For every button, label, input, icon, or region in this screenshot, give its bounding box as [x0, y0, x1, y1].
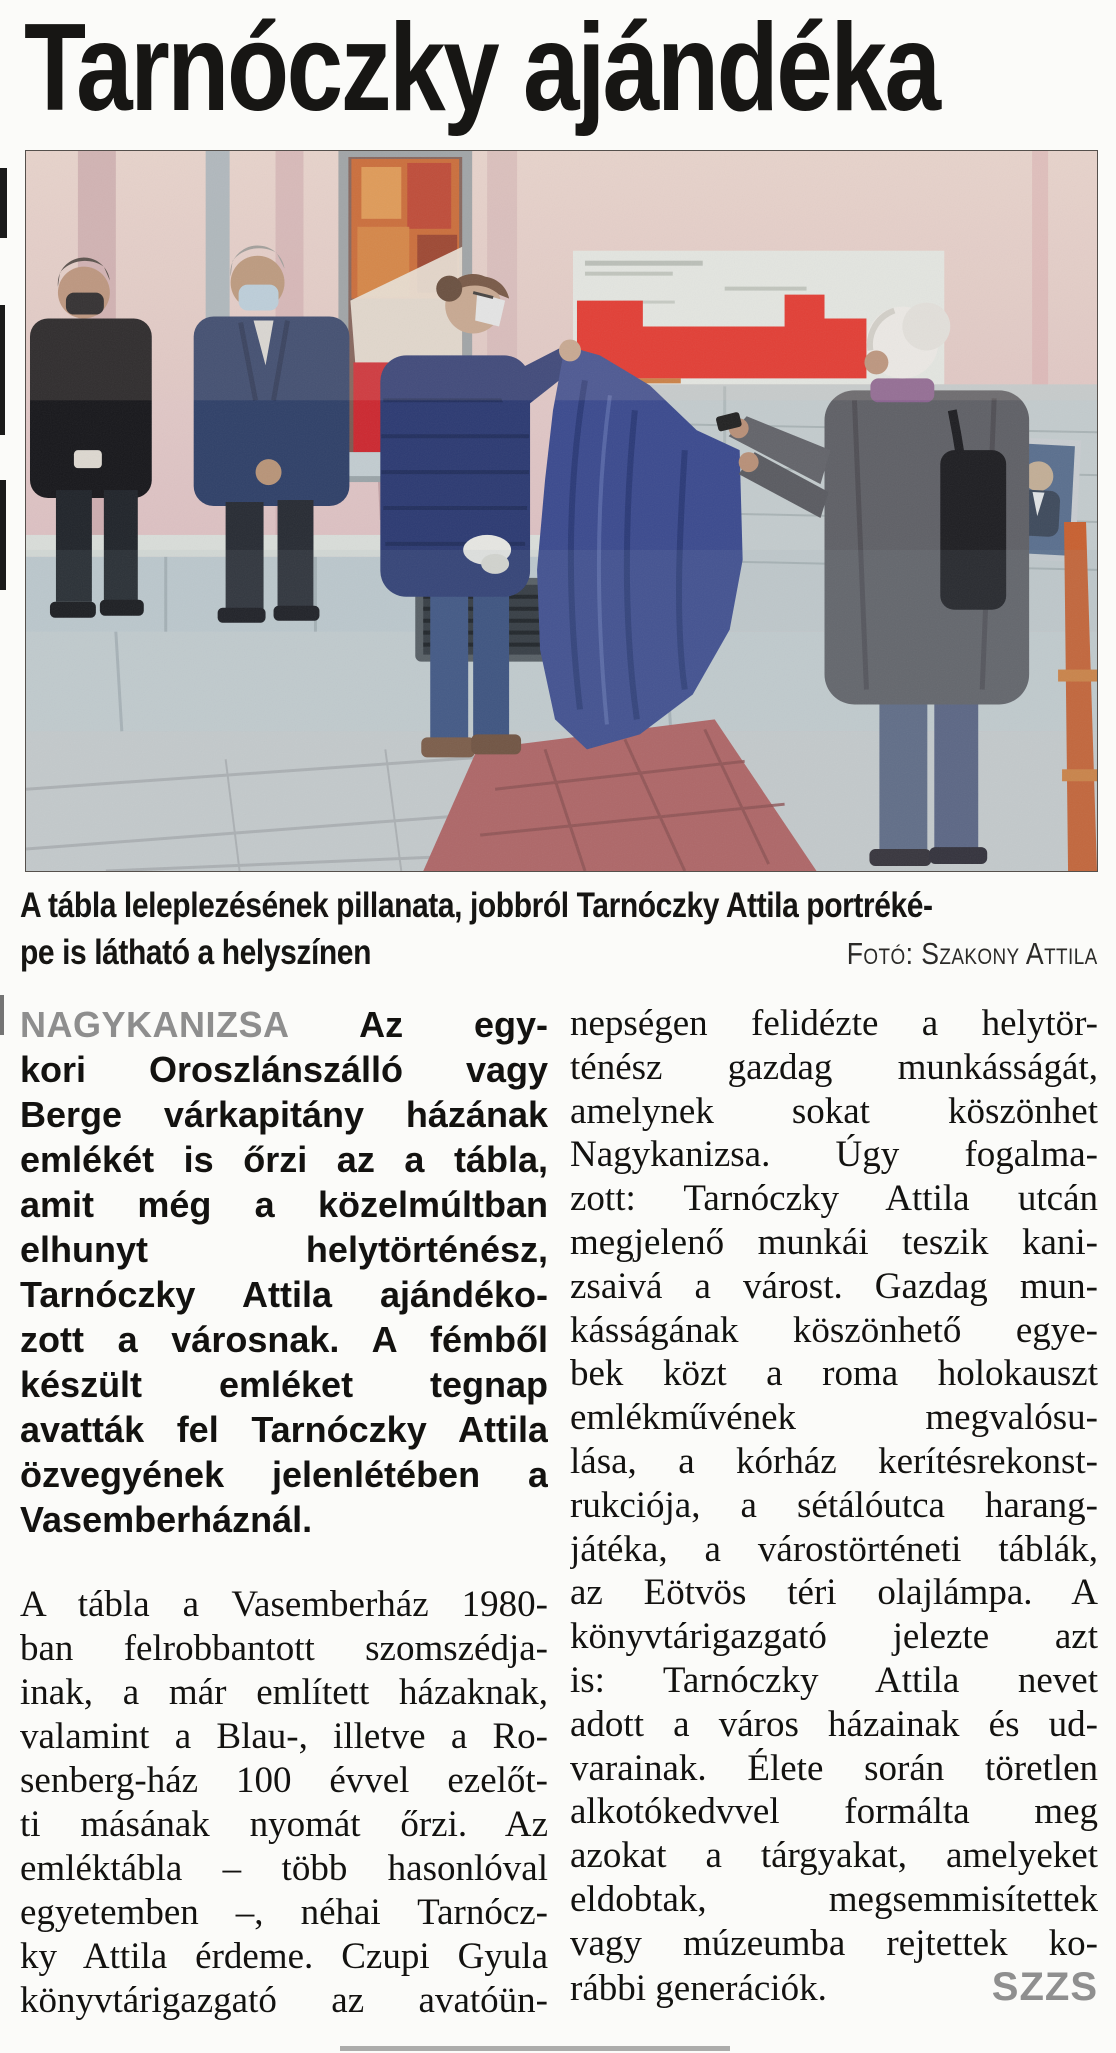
scan-artifact	[0, 480, 6, 590]
article-column-left	[20, 1002, 548, 2023]
text-line: egyetemben –, néhai Tarnócz-	[20, 1892, 548, 1933]
text-line: valamint a Blau-, illetve a Ro-	[20, 1716, 548, 1757]
text-line: bek közt a roma holokauszt	[570, 1353, 1098, 1395]
text-line: könyvtárigazgató az avatóün-	[20, 1980, 548, 2021]
photo-caption	[20, 882, 1098, 976]
lead-paragraph	[20, 1002, 548, 1542]
text-line: emlékművének megvalósu-	[570, 1397, 1098, 1439]
text-line: inak, a már említett házaknak,	[20, 1672, 548, 1713]
article-headline: Tarnóczky ajándéka	[24, 0, 939, 137]
text-line: senberg-ház 100 évvel ezelőt-	[20, 1760, 548, 1801]
text-line: ti másának nyomát őrzi. Az	[20, 1804, 548, 1845]
photo-grain	[26, 151, 1097, 871]
text-line: zsaivá a várost. Gazdag mun-	[570, 1265, 1098, 1307]
scan-artifact	[340, 2046, 730, 2051]
author-signature: SZZS	[991, 1964, 1098, 2009]
text-line: amit még a közelmúltban	[20, 1184, 548, 1225]
text-line: Berge várkapitány házának	[20, 1094, 548, 1135]
text-line: nepségen felidézte a helytör-	[570, 1003, 1098, 1044]
text-line: zott: Tarnóczky Attila utcán	[570, 1178, 1098, 1220]
photo-credit: Fotó: Szakony Attila	[846, 936, 1098, 971]
closing-row	[570, 1966, 1098, 2012]
scan-artifact	[0, 305, 5, 435]
text-line: az Eötvös téri olajlámpa. A	[570, 1572, 1098, 1614]
text-line: A tábla a Vasemberház 1980-	[20, 1584, 548, 1625]
text-line: Tarnóczky Attila ajándéko-	[20, 1274, 548, 1315]
right-last-line: rábbi generációk.	[570, 1967, 827, 2009]
text-line: könyvtárigazgató jelezte azt	[570, 1616, 1098, 1658]
text-line: amelynek sokat köszönhet	[570, 1090, 1098, 1132]
text-line: varainak. Élete során töretlen	[570, 1747, 1098, 1789]
text-line: rukciója, a sétálóutca harang-	[570, 1484, 1098, 1526]
text-line: megjelenő munkái teszik kani-	[570, 1221, 1098, 1263]
text-line: zott a városnak. A fémből	[20, 1319, 548, 1360]
lead-first-line	[20, 1002, 548, 1047]
text-line: kásságának köszönhető egye-	[570, 1309, 1098, 1351]
text-line: özvegyének jelenlétében a	[20, 1454, 548, 1495]
text-line: avatták fel Tarnóczky Attila	[20, 1409, 548, 1450]
text-line: is: Tarnóczky Attila nevet	[570, 1659, 1098, 1701]
article-photo	[25, 150, 1098, 872]
text-line: ban felrobbantott szomszédja-	[20, 1628, 548, 1669]
article-column-right	[570, 1002, 1098, 2012]
text-line: alkotókedvvel formálta meg	[570, 1791, 1098, 1833]
text-line: ténész gazdag munkásságát,	[570, 1046, 1098, 1088]
lead-first-line-text: Az egy-	[359, 1004, 548, 1045]
scan-artifact	[0, 995, 4, 1035]
text-line: azokat a tárgyakat, amelyeket	[570, 1835, 1098, 1877]
text-line: emléktábla – több hasonlóval	[20, 1848, 548, 1889]
text-line: elhunyt helytörténész,	[20, 1229, 548, 1270]
text-line: vagy múzeumba rejtettek ko-	[570, 1922, 1098, 1964]
text-line: emlékét is őrzi az a tábla,	[20, 1139, 548, 1180]
text-line: kori Oroszlánszálló vagy	[20, 1049, 548, 1090]
text-line: Nagykanizsa. Úgy fogalma-	[570, 1134, 1098, 1176]
lead-last-line: Vasemberháznál.	[20, 1499, 313, 1540]
body-paragraph-left	[20, 1583, 548, 2023]
caption-line-2: pe is látható a helyszínen	[20, 933, 371, 972]
text-line: játéka, a várostörténeti táblák,	[570, 1528, 1098, 1570]
text-line: eldobtak, megsemmisítettek	[570, 1878, 1098, 1920]
text-line: ky Attila érdeme. Czupi Gyula	[20, 1936, 548, 1977]
caption-line-1: A tábla leleplezésének pillanata, jobbról Tarnóczky Attila portréké-	[20, 886, 933, 925]
location-kicker: NAGYKANIZSA	[20, 1004, 290, 1045]
text-line: adott a város házainak és ud-	[570, 1703, 1098, 1745]
text-line: lása, a kórház kerítésrekonst-	[570, 1440, 1098, 1482]
photo-illustration	[26, 151, 1097, 871]
text-line: készült emléket tegnap	[20, 1364, 548, 1405]
scan-artifact	[0, 168, 7, 238]
body-paragraph-right	[570, 1002, 1098, 1966]
lead-lines	[20, 1047, 548, 1497]
